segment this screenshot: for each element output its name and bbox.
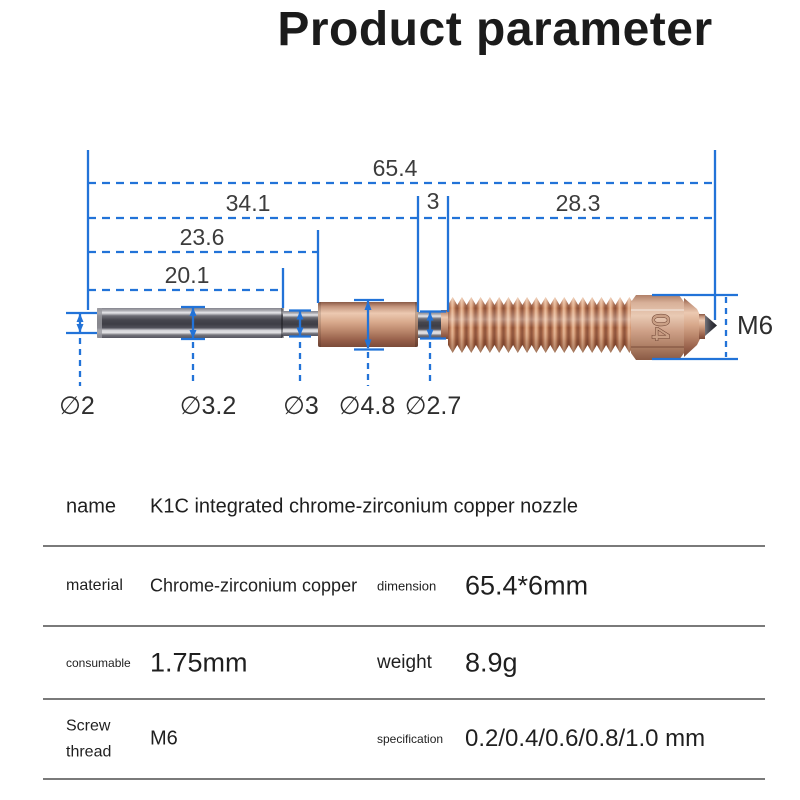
dim-20-1-label: 20.1 [164, 262, 210, 288]
nozzle-size-marking: 04 [646, 313, 674, 341]
row-value: M6 [150, 727, 178, 750]
diameter-4-8-label: ∅4.8 [338, 392, 396, 420]
table-row-material [43, 547, 765, 627]
row-label-2: specification [377, 732, 444, 746]
row-value-2: 8.9g [465, 647, 518, 677]
table-row-screw-thread [43, 700, 765, 780]
dim-34-1-label: 34.1 [225, 190, 271, 216]
thread-spec-label: M6 [737, 310, 774, 340]
diameter-2-7-label: ∅2.7 [404, 392, 462, 420]
tube-left-face [97, 308, 102, 338]
row-value: 1.75mm [150, 647, 248, 677]
tip-base [699, 314, 705, 339]
dim-total-label: 65.4 [372, 155, 418, 181]
dim-23-6-label: 23.6 [179, 224, 225, 250]
row-value-2: 65.4*6mm [465, 570, 589, 601]
row-label: consumable [66, 655, 131, 670]
thread-shading [448, 297, 634, 353]
row-label: material [66, 577, 123, 594]
collar-left-edge [318, 302, 321, 347]
nozzle-drawing [97, 295, 717, 360]
page-title: Product parameter [277, 3, 713, 56]
dim-3-label: 3 [426, 188, 440, 214]
dim-28-3-label: 28.3 [555, 190, 601, 216]
nozzle-cone [684, 298, 701, 357]
nozzle-dimension-diagram [0, 130, 800, 440]
row-value-2: 0.2/0.4/0.6/0.8/1.0 mm [465, 725, 706, 752]
table-row-consumable [43, 627, 765, 700]
row-label: name [66, 495, 117, 517]
row-label-2: weight [377, 651, 432, 673]
row-label-2: dimension [377, 578, 437, 594]
row-value: K1C integrated chrome-zirconium copper nozzle [150, 495, 578, 517]
diameter-2-label: ∅2 [59, 392, 95, 420]
table-row-name [43, 468, 765, 547]
diameter-3-label: ∅3 [283, 392, 319, 420]
neck-copper-ring [441, 310, 448, 339]
diameter-3-2-label: ∅3.2 [179, 392, 237, 420]
dimension-labels [59, 155, 773, 420]
heatbreak-tube [97, 308, 283, 338]
row-label: Screw thread [66, 717, 112, 760]
row-value: Chrome-zirconium copper [150, 575, 358, 596]
spec-table [43, 468, 765, 780]
